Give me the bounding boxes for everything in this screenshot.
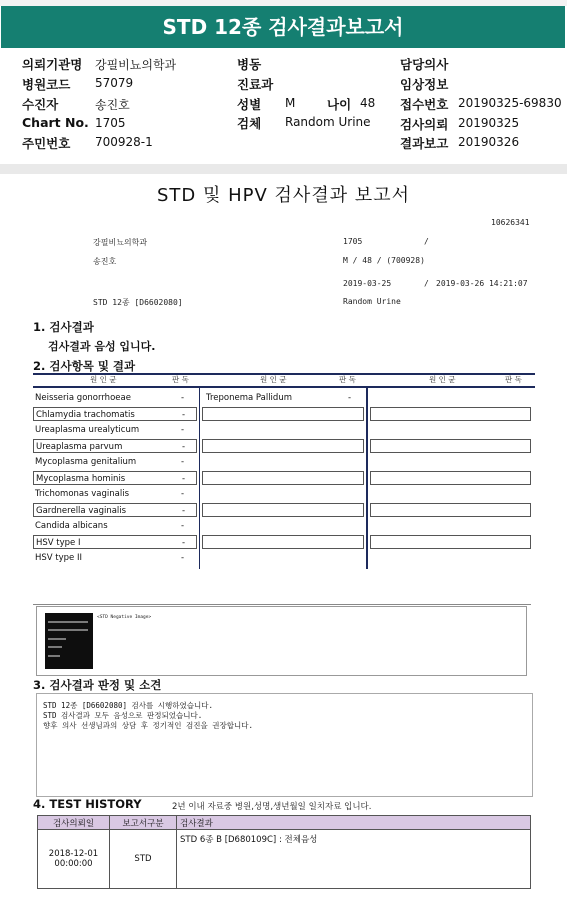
resident-no-label: 주민번호 bbox=[22, 136, 71, 151]
col2-result-header: 판 독 bbox=[339, 375, 356, 384]
report-patient: 송진호 bbox=[93, 257, 117, 266]
page-title: STD 12종 검사결과보고서 bbox=[1, 6, 565, 48]
section-3-title: 3. 검사결과 판정 및 소견 bbox=[33, 678, 162, 692]
gel-electrophoresis-image bbox=[45, 613, 93, 669]
organism-result: - bbox=[181, 393, 185, 403]
organism-name: Treponema Pallidum bbox=[206, 393, 292, 403]
table-divider-1 bbox=[199, 386, 200, 569]
finding-line: STD 12종 [D6602080] 검사를 시행하였습니다. bbox=[43, 701, 214, 710]
institution-value: 강필비뇨의학과 bbox=[95, 58, 177, 72]
institution-label: 의뢰기관명 bbox=[22, 57, 83, 72]
doctor-label: 담당의사 bbox=[400, 57, 449, 72]
clinical-info-label: 임상정보 bbox=[400, 77, 449, 92]
empty-result-box bbox=[202, 471, 364, 485]
organism-result: - bbox=[181, 425, 185, 435]
empty-result-box bbox=[202, 535, 364, 549]
result-row bbox=[33, 391, 197, 405]
result-row bbox=[202, 391, 364, 405]
patient-value: 송진호 bbox=[95, 98, 130, 112]
empty-result-box bbox=[202, 407, 364, 421]
doc-number: 10626341 bbox=[491, 218, 530, 227]
result-row bbox=[33, 439, 197, 453]
report-title: STD 및 HPV 검사결과 보고서 bbox=[157, 185, 410, 206]
col3-organism-header: 원 인 균 bbox=[429, 375, 456, 384]
section-separator bbox=[0, 164, 567, 174]
report-test-code: STD 12종 [D6602080] bbox=[93, 298, 183, 307]
history-header-date: 검사의뢰일 bbox=[38, 816, 110, 830]
empty-result-box bbox=[370, 503, 531, 517]
gel-band bbox=[48, 621, 88, 623]
organism-name: Chlamydia trachomatis bbox=[36, 410, 135, 420]
age-label: 나이 bbox=[327, 97, 352, 112]
history-result: STD 6종 B [D680109C] : 전체음성 bbox=[177, 830, 531, 889]
col3-result-header: 판 독 bbox=[505, 375, 522, 384]
table-divider-2 bbox=[366, 386, 368, 569]
col2-organism-header: 원 인 균 bbox=[260, 375, 287, 384]
report-date-reported: 2019-03-26 14:21:07 bbox=[436, 279, 528, 288]
table-header-rule bbox=[33, 386, 535, 388]
findings-box bbox=[36, 693, 533, 797]
organism-result: - bbox=[182, 410, 186, 420]
receipt-no-value: 20190325-69830 bbox=[458, 96, 562, 110]
col1-result-header: 판 독 bbox=[172, 375, 189, 384]
hospital-code-value: 57079 bbox=[95, 76, 134, 90]
gel-band bbox=[48, 629, 88, 631]
empty-result-box bbox=[370, 471, 531, 485]
empty-result-box bbox=[370, 535, 531, 549]
specimen-value: Random Urine bbox=[285, 115, 371, 129]
hospital-code-label: 병원코드 bbox=[22, 77, 71, 92]
result-row bbox=[33, 455, 197, 469]
chart-no-value: 1705 bbox=[95, 116, 126, 130]
report-date-received: 2019-03-25 bbox=[343, 279, 392, 288]
col1-organism-header: 원 인 균 bbox=[90, 375, 117, 384]
gel-band bbox=[48, 646, 62, 648]
organism-name: Candida albicans bbox=[35, 521, 108, 531]
section-1-title: 1. 검사결과 bbox=[33, 320, 94, 334]
report-sex-age: M / 48 / (700928) bbox=[343, 256, 425, 265]
patient-label: 수진자 bbox=[22, 97, 59, 112]
result-row bbox=[33, 551, 197, 565]
history-type: STD bbox=[110, 830, 177, 889]
organism-name: Ureaplasma urealyticum bbox=[35, 425, 140, 435]
history-time: 00:00:00 bbox=[54, 859, 93, 869]
chart-no-label: Chart No. bbox=[22, 115, 89, 130]
gel-image-label: <STD Negative Image> bbox=[97, 615, 152, 620]
organism-name: Trichomonas vaginalis bbox=[35, 489, 130, 499]
organism-result: - bbox=[182, 474, 186, 484]
patient-info-header bbox=[0, 48, 567, 164]
organism-result: - bbox=[182, 506, 186, 516]
resident-no-value: 700928-1 bbox=[95, 135, 153, 149]
history-date: 2018-12-01 bbox=[48, 849, 99, 859]
specimen-label: 검체 bbox=[237, 116, 262, 131]
organism-result: - bbox=[181, 457, 185, 467]
report-institution: 강필비뇨의학과 bbox=[93, 238, 148, 247]
gel-image-panel bbox=[36, 606, 527, 676]
finding-line: STD 검사결과 모두 음성으로 판정되었습니다. bbox=[43, 711, 203, 720]
section-1-text: 검사결과 음성 입니다. bbox=[48, 340, 156, 353]
report-document bbox=[0, 174, 567, 923]
organism-result: - bbox=[348, 393, 352, 403]
history-table bbox=[37, 815, 531, 889]
history-date-cell bbox=[38, 830, 110, 889]
organism-name: HSV type II bbox=[35, 553, 83, 563]
gel-band bbox=[48, 655, 60, 657]
request-date-label: 검사의뢰 bbox=[400, 117, 449, 132]
result-row bbox=[33, 503, 197, 517]
age-value: 48 bbox=[360, 96, 376, 110]
history-header-result: 검사결과 bbox=[177, 816, 531, 830]
result-row bbox=[33, 423, 197, 437]
request-date-value: 20190325 bbox=[458, 116, 520, 130]
organism-name: Mycoplasma hominis bbox=[36, 474, 126, 484]
report-specimen: Random Urine bbox=[343, 297, 401, 306]
section-4-title: 4. TEST HISTORY bbox=[33, 797, 142, 811]
history-note: 2년 이내 자료중 병원,성명,생년월일 일치자료 입니다. bbox=[172, 802, 372, 812]
section-2-title: 2. 검사항목 및 결과 bbox=[33, 359, 136, 373]
report-date-value: 20190326 bbox=[458, 135, 520, 149]
organism-result: - bbox=[181, 553, 185, 563]
report-chart: 1705 bbox=[343, 237, 363, 246]
organism-name: Gardnerella vaginalis bbox=[36, 506, 127, 516]
sex-value: M bbox=[285, 96, 296, 110]
report-chart-separator: / bbox=[424, 237, 429, 246]
result-row bbox=[33, 471, 197, 485]
ward-label: 병동 bbox=[237, 57, 262, 72]
report-date-label: 결과보고 bbox=[400, 136, 449, 151]
organism-result: - bbox=[182, 442, 186, 452]
organism-result: - bbox=[181, 489, 185, 499]
organism-name: HSV type I bbox=[36, 538, 81, 548]
result-row bbox=[33, 487, 197, 501]
image-top-rule bbox=[33, 604, 531, 605]
empty-result-box bbox=[370, 439, 531, 453]
finding-line: 향후 의사 선생님과의 상담 후 정기적인 검진을 권장합니다. bbox=[43, 721, 254, 730]
organism-name: Neisseria gonorrhoeae bbox=[35, 393, 131, 403]
department-label: 진료과 bbox=[237, 77, 274, 92]
empty-result-box bbox=[370, 407, 531, 421]
gel-band bbox=[48, 638, 66, 640]
organism-result: - bbox=[181, 521, 185, 531]
report-date-separator: / bbox=[424, 279, 429, 288]
result-row bbox=[33, 535, 197, 549]
table-row bbox=[38, 830, 531, 889]
result-row bbox=[33, 519, 197, 533]
sex-label: 성별 bbox=[237, 97, 262, 112]
empty-result-box bbox=[202, 503, 364, 517]
organism-result: - bbox=[182, 538, 186, 548]
history-header-type: 보고서구분 bbox=[110, 816, 177, 830]
organism-name: Mycoplasma genitalium bbox=[35, 457, 137, 467]
result-row bbox=[33, 407, 197, 421]
organism-name: Ureaplasma parvum bbox=[36, 442, 123, 452]
receipt-no-label: 접수번호 bbox=[400, 97, 449, 112]
empty-result-box bbox=[202, 439, 364, 453]
